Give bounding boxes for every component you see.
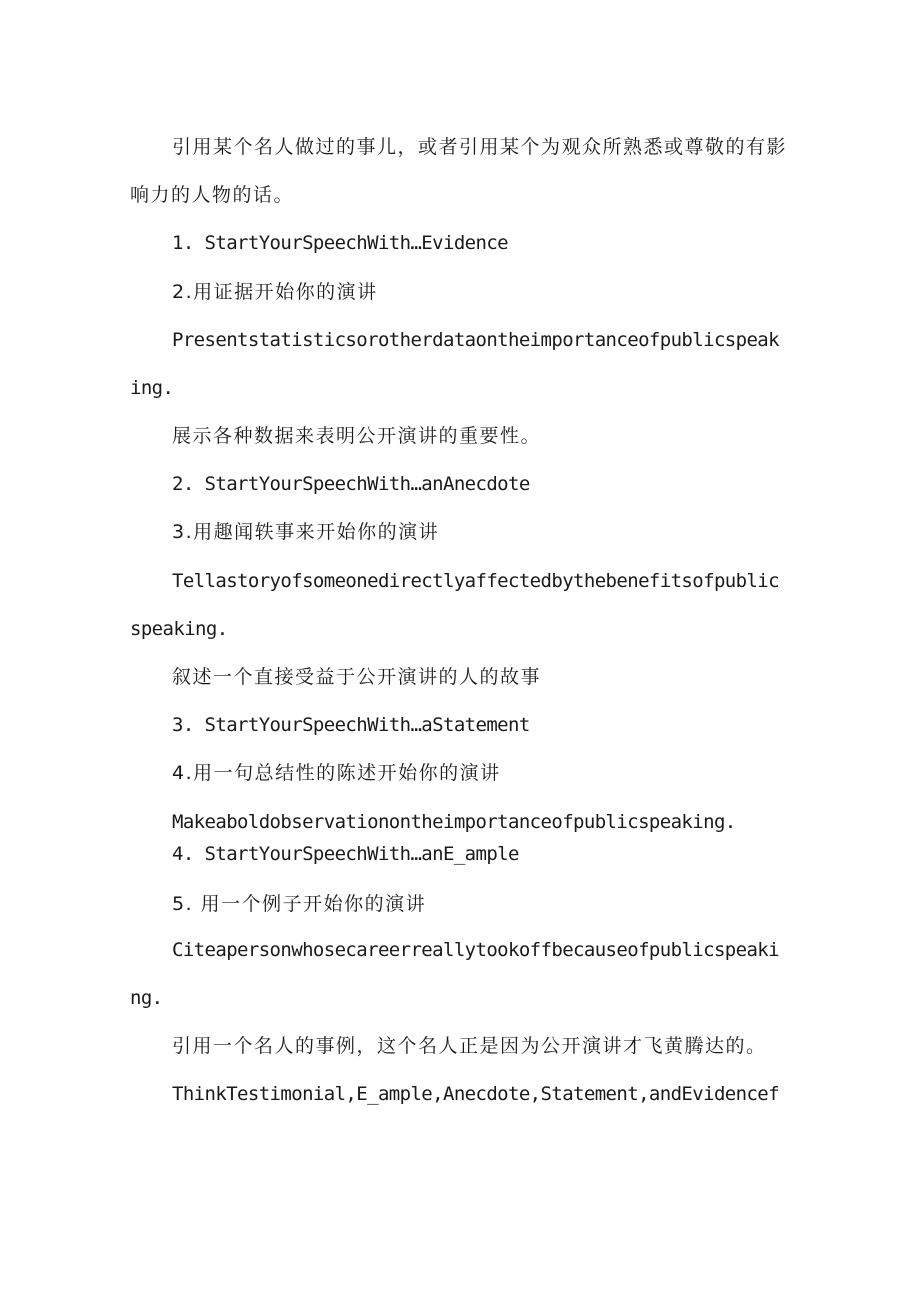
paragraph-line: Tellastoryofsomeonedirectlyaffectedbythebenefitsofpublic <box>172 570 779 592</box>
paragraph-line: speaking. <box>130 618 228 640</box>
heading-en: 4. StartYourSpeechWith…anE_ample <box>172 843 519 865</box>
paragraph-line: Citeapersonwhosecareerreallytookoffbecauseofpublicspeaki <box>172 939 779 961</box>
paragraph-line: 展示各种数据来表明公开演讲的重要性。 <box>172 425 542 447</box>
paragraph-line: Makeaboldobservationontheimportanceofpublicspeaking. <box>172 811 736 833</box>
paragraph-line: ing. <box>130 377 174 399</box>
paragraph-line: Presentstatisticsorotherdataontheimportanceofpublicspeak <box>172 329 779 351</box>
heading-cn: 5. 用一个例子开始你的演讲 <box>172 893 427 915</box>
heading-en: 2. StartYourSpeechWith…anAnecdote <box>172 473 530 495</box>
paragraph-line: ng. <box>130 987 163 1009</box>
heading-en: 1. StartYourSpeechWith…Evidence <box>172 232 509 254</box>
heading-cn: 3.用趣闻轶事来开始你的演讲 <box>172 521 440 543</box>
paragraph-line: 响力的人物的话。 <box>130 184 295 206</box>
paragraph-line: 叙述一个直接受益于公开演讲的人的故事 <box>172 666 542 688</box>
heading-cn: 2.用证据开始你的演讲 <box>172 281 378 303</box>
paragraph-line: 引用某个名人做过的事儿，或者引用某个为观众所熟悉或尊敬的有影 <box>172 136 788 158</box>
paragraph-line: 引用一个名人的事例，这个名人正是因为公开演讲才飞黄腾达的。 <box>172 1035 767 1057</box>
paragraph-line: ThinkTestimonial,E_ample,Anecdote,Statement,andEvidencef <box>172 1083 779 1105</box>
heading-cn: 4.用一句总结性的陈述开始你的演讲 <box>172 762 501 784</box>
heading-en: 3. StartYourSpeechWith…aStatement <box>172 714 530 736</box>
